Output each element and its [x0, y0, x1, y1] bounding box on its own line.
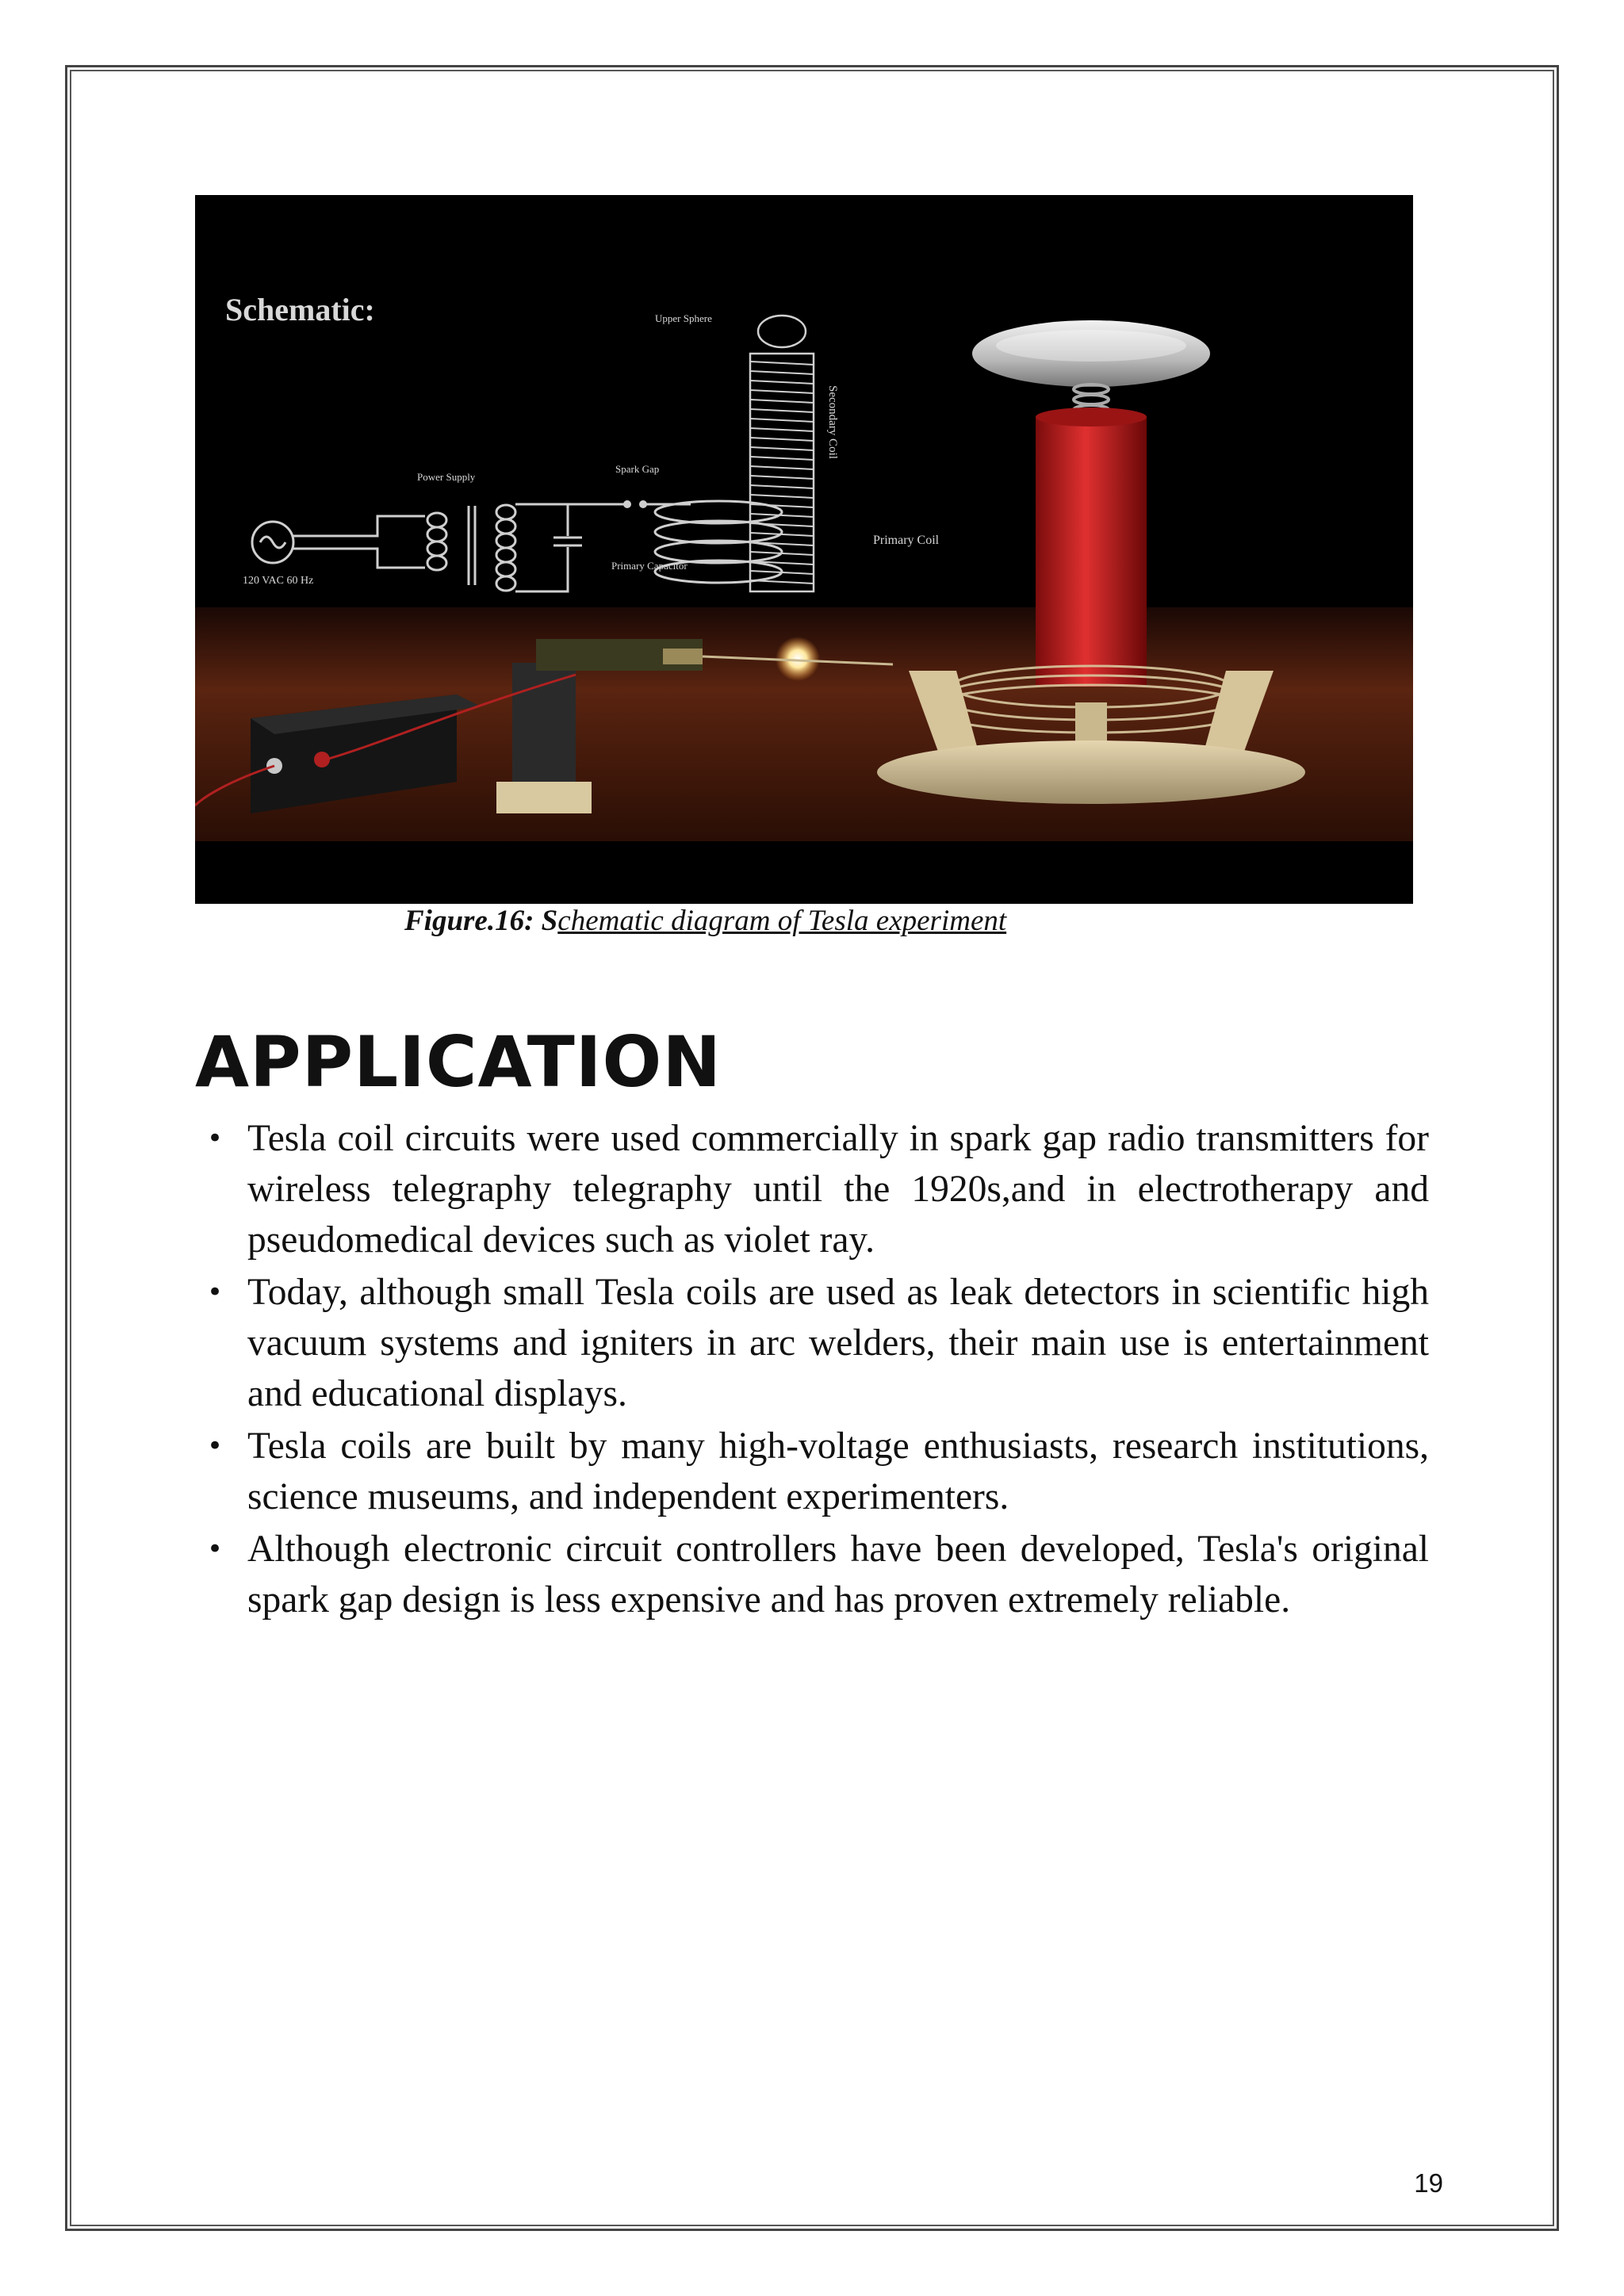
figure-caption-lead: Figure.16: S [404, 905, 558, 937]
list-item [195, 1113, 1429, 1265]
list-item [195, 1421, 1429, 1522]
svg-text:Power Supply: Power Supply [417, 471, 476, 483]
tesla-figure-image [195, 195, 1413, 904]
list-item-text: Tesla coil circuits were used commercially in spark gap radio transmitters for wireless telegraphy telegraphy until the 1920s,and in electrotherapy and pseudomedical devices such as violet ray. [247, 1118, 1429, 1261]
list-item-text: Tesla coils are built by many high-voltage enthusiasts, research institutions, science museums, and independent experimenters. [247, 1425, 1429, 1517]
list-item-text: Today, although small Tesla coils are used as leak detectors in scientific high vacuum systems and igniters in arc welders, their main use is entertainment and educational displays. [247, 1272, 1429, 1414]
bullet-icon: • [206, 1276, 224, 1308]
application-bullet-list [195, 1113, 1429, 1627]
svg-text:Primary Coil: Primary Coil [873, 534, 940, 547]
svg-text:Spark Gap: Spark Gap [615, 463, 660, 475]
svg-text:Primary Capacitor: Primary Capacitor [611, 560, 688, 572]
section-heading: APPLICATION [195, 1021, 722, 1103]
list-item-text: Although electronic circuit controllers have been developed, Tesla's original spark gap design is less expensive and has proven extremely reliable. [247, 1529, 1429, 1621]
svg-text:Upper Sphere: Upper Sphere [655, 312, 712, 324]
list-item [195, 1524, 1429, 1625]
schematic-title: Schematic: [225, 292, 375, 327]
figure-caption [404, 904, 1006, 938]
page-number: 19 [1414, 2168, 1443, 2198]
figure-caption-text: chematic diagram of Tesla experiment [557, 905, 1007, 937]
svg-text:120 VAC 60 Hz: 120 VAC 60 Hz [243, 575, 314, 587]
list-item [195, 1267, 1429, 1419]
bullet-icon: • [206, 1430, 224, 1462]
bullet-icon: • [206, 1123, 224, 1154]
bullet-icon: • [206, 1533, 224, 1565]
svg-text:Secondary Coil: Secondary Coil [826, 385, 839, 459]
